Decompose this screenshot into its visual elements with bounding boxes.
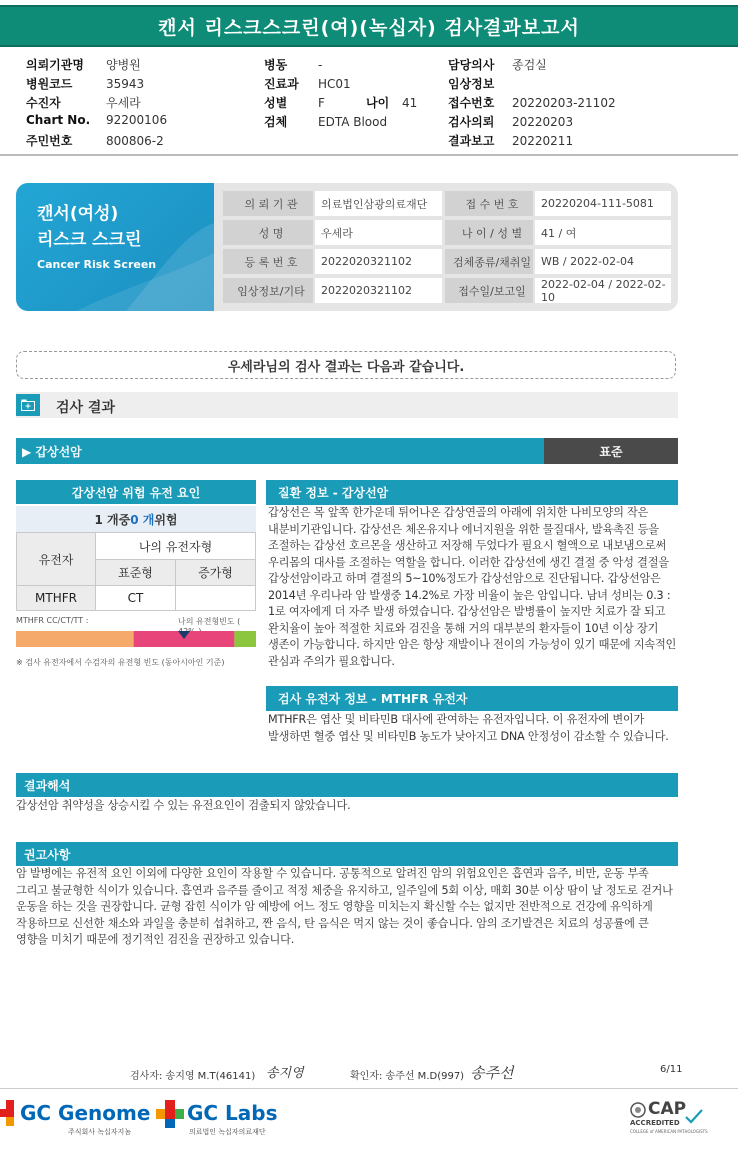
header-label: 병동 [264, 58, 288, 72]
header-row [264, 94, 417, 113]
text-line: 완치율이 높아 적절한 치료와 검진을 통해 거의 대부분의 환자들이 10년 이상 장기 [268, 621, 659, 635]
col-std-header: 표준형 [95, 559, 176, 586]
header-row [26, 56, 167, 75]
banner-title [37, 201, 141, 253]
card-value: 2022-02-04 / 2022-02-10 [535, 278, 671, 303]
text-line: 갑상선암이라고 하며 결절의 5~10%정도가 갑상선암으로 진단됩니다. 갑상선암은 [268, 572, 661, 585]
col-mine-header: 나의 유전자형 [95, 532, 256, 560]
banner-subtitle: Cancer Risk Screen [37, 258, 157, 271]
row-std-cell: CT [95, 585, 176, 611]
header-row [26, 113, 167, 132]
banner-title-line1: 캔서(여성) [37, 204, 119, 224]
interpretation-text [16, 798, 678, 815]
text-line: 발생하면 혈중 엽산 및 비타민B 농도가 낮아지고 DNA 안정성이 감소할 수 있습니다. [268, 729, 669, 743]
freq-note: ※ 검사 유전자에서 수검자의 유전형 빈도 (동아시아인 기준) [16, 658, 225, 667]
report-title: 캔서 리스크스크린(여)(녹십자) 검사결과보고서 [0, 5, 738, 47]
card-value: 41 / 여 [535, 220, 671, 245]
row-gene-cell: MTHFR [16, 585, 96, 611]
card-value: 우세라 [315, 220, 442, 245]
risk-count-post: 위험 [154, 512, 178, 527]
card-value: 20220204-111-5081 [535, 191, 671, 216]
header-label: 임상정보 [448, 77, 495, 91]
gc-labs-sub: 의료법인 녹십자의료재단 [189, 1128, 266, 1136]
freq-segment-0 [16, 631, 134, 647]
text-line: 우리몸의 대사를 조절하는 역할을 합니다. 이러한 갑상선에 생긴 결절 중 악성 결절을 [268, 555, 669, 569]
header-value: 20220211 [512, 134, 574, 148]
header-row [448, 94, 616, 113]
card-label: 나 이 / 성 별 [445, 220, 533, 245]
gene-category-bar: ▶ 갑상선암 [16, 438, 544, 464]
text-line: 영향을 미치기 때문에 정기적인 검진을 권장하고 있습니다. [16, 933, 295, 946]
header-value: 20220203 [512, 115, 574, 129]
card-value: 2022020321102 [315, 278, 442, 303]
col-gene-header: 유전자 [16, 532, 96, 586]
header-value: 양병원 [106, 58, 141, 72]
header-row [26, 75, 167, 94]
gc-genome-sub: 주식회사 녹십자지놈 [68, 1128, 132, 1136]
text-line: 2014년 우리나라 암 발생중 14.2%로 가장 비율이 높은 암입니다. 남녀 성비는 0.3 : [268, 588, 671, 602]
header-row [448, 56, 616, 75]
header-row [448, 132, 616, 151]
recommendation-header: 권고사항 [16, 842, 678, 866]
gene-info-text [268, 712, 678, 745]
card-value: WB / 2022-02-04 [535, 249, 671, 274]
recommendation-text [16, 866, 678, 949]
folder-plus-icon [21, 399, 35, 411]
card-label: 접수일/보고일 [445, 278, 533, 303]
risk-table-title: 갑상선암 위험 유전 요인 [16, 480, 256, 504]
header-label: Chart No. [26, 113, 91, 127]
header-label: 주민번호 [26, 134, 73, 148]
cap-check-icon [684, 1108, 704, 1124]
cap-seal-icon [630, 1102, 646, 1118]
text-line: 생존이 가능합니다. 하지만 암은 항상 재발이나 전이의 가능성이 있기 때문에 지속적인 [268, 638, 677, 651]
text-line: 조절하는 갑상선 호르몬을 생산하고 저장해 두었다가 필요시 혈액으로 내보냄으로써 [268, 539, 667, 552]
card-label: 임상정보/기타 [223, 278, 313, 303]
header-row [26, 94, 167, 113]
header-value: F [318, 96, 325, 110]
header-label: 검사의뢰 [448, 115, 495, 129]
confirmer-label: 확인자: 송주선 M.D(997) [350, 1071, 465, 1082]
freq-caption-right: 나의 유전형빈도 ( [178, 617, 241, 626]
header-row [264, 56, 417, 75]
header-col2 [264, 56, 417, 132]
age-label: 나이 [366, 96, 390, 110]
interpretation-header: 결과해석 [16, 773, 678, 797]
card-label: 등 록 번 호 [223, 249, 313, 274]
risk-count-num: 0 개 [130, 512, 155, 527]
header-row [448, 113, 616, 132]
footer-divider [0, 1088, 738, 1089]
text-line: 갑상선암 취약성을 상승시킬 수 있는 유전요인이 검출되지 않았습니다. [16, 799, 351, 812]
header-label: 접수번호 [448, 96, 495, 110]
header-value: 20220203-21102 [512, 96, 616, 110]
card-value: 2022020321102 [315, 249, 442, 274]
freq-caption [16, 616, 256, 625]
header-label: 병원코드 [26, 77, 73, 91]
header-label: 검체 [264, 115, 288, 129]
freq-segment-2 [234, 631, 256, 647]
header-label: 성별 [264, 96, 288, 110]
header-value: EDTA Blood [318, 115, 388, 129]
header-value: 35943 [106, 77, 145, 91]
disease-info-header: 질환 정보 - 갑상선암 [266, 480, 678, 505]
text-line: 그리고 불균형한 식이가 있습니다. 흡연과 음주를 줄이고 적정 체중을 유지하고, 일주일에 5회 이상, 매회 30분 이상 땀이 날 정도로 걷거나 [16, 883, 673, 897]
row-inc-cell [175, 585, 256, 611]
header-value: 800806-2 [106, 134, 164, 148]
header-value: - [318, 58, 323, 72]
result-section-header [16, 392, 678, 418]
text-line: 갑상선은 목 앞쪽 한가운데 튀어나온 갑상연골의 아래에 위치한 나비모양의 작은 [268, 506, 649, 519]
card-label: 접 수 번 호 [445, 191, 533, 216]
risk-count-pre: 1 개중 [94, 512, 131, 527]
text-line: 1로 여자에게 더 자주 발생 하였습니다. 갑상선암은 발병률이 높지만 치료가 잘 되고 [268, 605, 666, 618]
risk-count [16, 506, 256, 532]
card-value: 의료법인삼광의료재단 [315, 191, 442, 216]
header-label: 의뢰기관명 [26, 58, 84, 72]
card-banner [16, 183, 214, 311]
cap-college: COLLEGE of AMERICAN PATHOLOGISTS [630, 1129, 708, 1134]
card-label: 검체종류/채취일 [445, 249, 533, 274]
gene-info-header: 검사 유전자 정보 - MTHFR 유전자 [266, 686, 678, 711]
card-label: 성 명 [223, 220, 313, 245]
genotype-frequency-bar [16, 631, 256, 647]
header-divider [0, 154, 738, 156]
text-line: MTHFR은 엽산 및 비타민B 대사에 관여하는 유전자입니다. 이 유전자에 변이가 [268, 713, 645, 726]
gene-status-badge: 표준 [544, 438, 678, 464]
header-value: 우세라 [106, 96, 141, 110]
disease-info-text [268, 505, 678, 670]
cap-accredited: ACCREDITED [630, 1119, 680, 1127]
gc-labs-cross-icon [156, 1100, 184, 1128]
page-number: 6/11 [660, 1064, 683, 1075]
gc-genome-cross-icon [0, 1100, 18, 1126]
text-line: 작용하므로 신선한 채소와 과일을 충분히 섭취하고, 짠 음식, 탄 음식은 먹지 않는 것이 좋습니다. 암의 조기발견은 치료의 성공률에 큰 [16, 916, 649, 930]
result-folder-icon [16, 394, 40, 416]
header-row [448, 75, 616, 94]
result-message: 우세라님의 검사 결과는 다음과 같습니다. [16, 351, 676, 379]
gc-labs-logo-text: GC Labs [187, 1101, 278, 1125]
age-value: 41 [402, 96, 418, 110]
text-line: 운동을 하는 것을 권장합니다. 균형 잡힌 식이가 암 예방에 어느 정도 영향을 미치는지 확신할 수는 없지만 전반적으로 건강에 유익하게 [16, 900, 653, 913]
header-value: 92200106 [106, 113, 168, 127]
gc-genome-logo-text: GC Genome [20, 1101, 151, 1125]
header-label: 진료과 [264, 77, 299, 91]
header-row [264, 113, 417, 132]
tester-signature: 송지영 [266, 1066, 304, 1081]
card-label: 의 뢰 기 관 [223, 191, 313, 216]
col-inc-header: 증가형 [175, 559, 256, 586]
cap-logo-text: CAP [648, 1099, 687, 1119]
freq-caption-left: MTHFR CC/CT/TT : [16, 616, 89, 625]
header-label: 담당의사 [448, 58, 495, 72]
confirmer-signature: 송주선 [470, 1064, 514, 1082]
tester-label: 검사자: 송지영 M.T(46141) [130, 1071, 256, 1082]
header-col3 [448, 56, 616, 151]
header-label: 결과보고 [448, 134, 495, 148]
banner-title-line2: 리스크 스크린 [37, 230, 142, 250]
text-line: 내분비기관입니다. 갑상선은 체온유지나 에너지원을 위한 물질대사, 발육촉진 등을 [268, 522, 659, 536]
header-col1 [26, 56, 167, 151]
result-section-title: 검사 결과 [56, 400, 115, 416]
header-row [26, 132, 167, 151]
header-row [264, 75, 417, 94]
header-label: 수진자 [26, 96, 61, 110]
text-line: 암 발병에는 유전적 요인 이외에 다양한 요인이 작용할 수 있습니다. 공통적으로 알려진 암의 위험요인은 흡연과 음주, 비만, 운동 부족 [16, 867, 649, 880]
header-value: HC01 [318, 77, 351, 91]
header-value: 종검실 [512, 58, 547, 72]
text-line: 관심과 주의가 필요합니다. [268, 654, 395, 668]
